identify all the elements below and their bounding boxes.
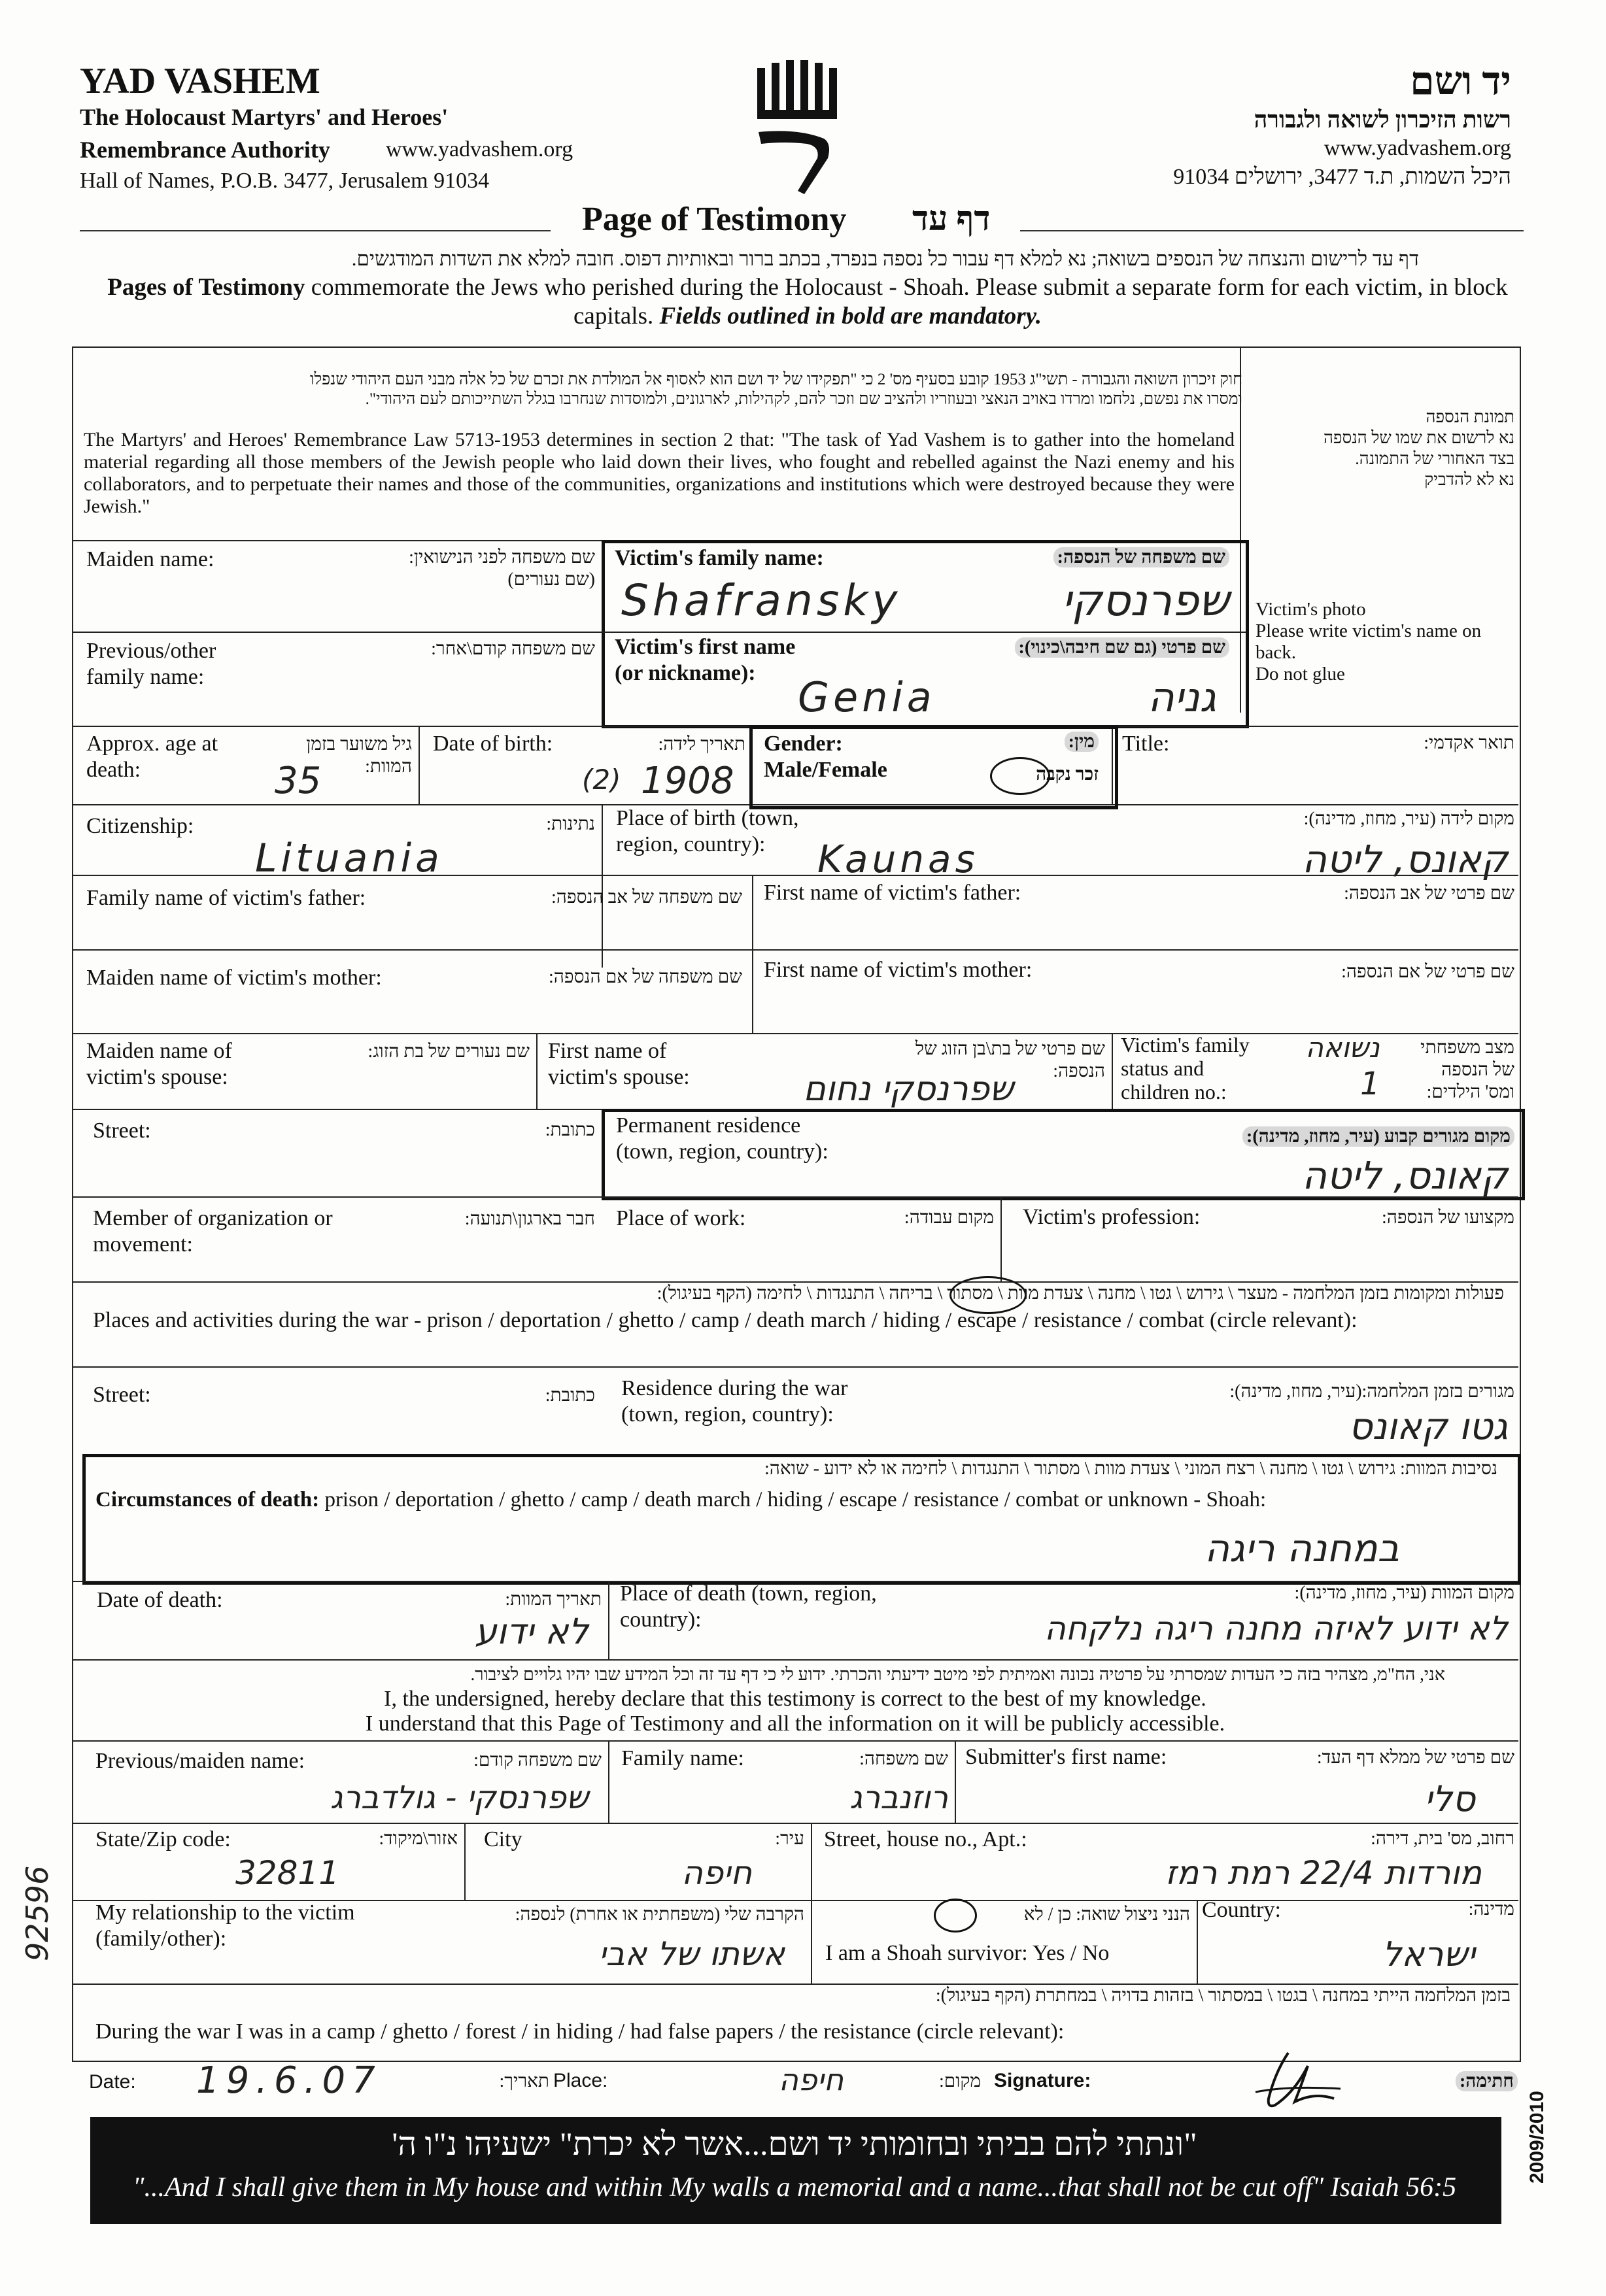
submitter-first-name-value[interactable]: סלי [1424,1778,1475,1819]
date-of-death-value[interactable]: לא ידוע [474,1611,589,1652]
father-first-label: First name of victim's father: [764,881,1021,905]
country-value[interactable]: ישראל [1382,1935,1475,1974]
law-en: The Martyrs' and Heroes' Remembrance Law 5713-1953 determines in section 2 that: "The task of Yad Vashem is to gather into the homeland material regarding all those members of the Jewish people who laid down their lives, who fought and rebelled against the Nazi enemy and his collaborators, and to perpetuate their names and those of the communities, organizations and institutions which were destroyed because they were Jewish." [84,429,1235,517]
place-of-death-label: Place of death (town, region, country): [620,1581,877,1632]
row-line [72,1659,1518,1661]
org-name: YAD VASHEM [80,61,320,101]
age-at-death-value[interactable]: 35 [275,760,322,802]
street-label: Street: [93,1119,151,1143]
father-family-label-he: שם משפחה של אב הנספה: [551,887,742,907]
address-he: היכל השמות, ת.ד 3477, ירושלים 91034 [1173,165,1511,189]
row-line [72,1033,1518,1034]
war-activities-he: פעולות ומקומות בזמן המלחמה - מעצר \ גירוש \ גטו \ מחנה \ צעדת מוות \ מסתור \ בריחה \ התנגדות \ לחימה (הקף בעיגול): [657,1283,1504,1304]
mother-first-label: First name of victim's mother: [764,958,1033,982]
victim-family-name-label: Victim's family name: [615,546,824,570]
col-line [1112,1033,1113,1109]
country-label: Country: [1202,1898,1281,1922]
authority-line1: The Holocaust Martyrs' and Heroes' [80,104,449,130]
father-first-label-he: שם פרטי של אב הנספה: [1344,883,1514,903]
col-line [419,726,420,804]
city-label-he: עיר: [775,1829,804,1849]
relationship-label: My relationship to the victim (family/other): [95,1900,355,1951]
profession-label-he: מקצועו של הנספה: [1381,1207,1514,1228]
place-of-work-label: Place of work: [616,1206,746,1230]
authority-he: רשות הזיכרון לשואה ולגבורה [1254,107,1511,133]
date-value[interactable]: 19.6.07 [196,2059,382,2102]
col-line [955,1740,956,1823]
family-status-value[interactable]: נשואה [1305,1032,1380,1064]
street-label-he: כתובת: [545,1120,595,1140]
date-of-birth-prefix[interactable]: (2) [582,764,621,796]
maiden-name-label: Maiden name: [86,547,214,571]
submitter-prev-name-value[interactable]: שפרנסקי - גולדברג [330,1780,589,1816]
row-line [72,1196,1518,1198]
date-of-birth-label: Date of birth: [433,732,553,756]
place-label-he: מקום: [939,2071,981,2091]
victim-family-name-value-he[interactable]: שפרנסקי [1061,575,1229,626]
signature-label: Signature: [994,2070,1091,2091]
age-at-death-label-he: גיל משוער בזמן המוות: [306,734,412,777]
spouse-first-label-he: שם פרטי של בת\בן הזוג של הנספה: [915,1039,1105,1081]
prev-family-name-label-he: שם משפחה קודם\אחר: [431,639,595,659]
col-line [602,804,603,968]
place-label: Place: [553,2070,608,2091]
col-line [1000,1196,1002,1281]
date-label: Date: [89,2071,136,2093]
place-of-birth-value[interactable]: Kaunas [817,837,979,881]
photo-instructions-he: תמונת הנספה נא לרשום את שמו של הנספה בצד האחורי של התמונה. נא לא להדביק [1323,407,1514,489]
family-status-label: Victim's family status and children no.: [1121,1033,1250,1104]
col-line [752,875,753,1033]
permanent-residence-label-he: מקום מגורים קבוע (עיר, מחוז, מדינה): [1096,1126,1514,1148]
quote-en: "...And I shall give them in My house and within My walls a memorial and a name...that shall not be cut off" Isaiah 56:5 [132,2172,1457,2203]
row-line [72,1823,1518,1824]
form-title-he: דף עד [912,201,991,238]
circumstances-en [95,1488,1266,1512]
mother-maiden-label-he: שם משפחה של אם הנספה: [549,967,742,987]
zip-label: State/Zip code: [95,1827,231,1851]
place-of-death-label-he: מקום המוות (עיר, מחוז, מדינה): [1294,1583,1514,1603]
gender-options-he[interactable]: זכר נקבה [1036,764,1099,785]
website-right: www.yadvashem.org [1324,136,1511,160]
intro-en-mandatory: Fields outlined in bold are mandatory. [659,303,1042,329]
signature-icon[interactable] [1229,2046,1347,2118]
profession-label: Victim's profession: [1023,1205,1201,1229]
gender-female-circle [990,757,1050,795]
declaration-en-1: I, the undersigned, hereby declare that this testimony is correct to the best of my knowledge. [384,1687,1206,1711]
col-line [608,1581,609,1659]
prev-family-name-label: Previous/other family name: [86,639,216,689]
citizenship-label: Citizenship: [86,814,194,838]
submitter-family-name-label-he: שם משפחה: [859,1749,948,1769]
victim-first-name-label-he: שם פרטי (גם שם חיבה\כינוי): [915,637,1229,659]
date-label-he: תאריך: [499,2071,549,2091]
spouse-first-value[interactable]: שפרנסקי נחום [803,1070,1014,1109]
relationship-label-he: הקרבה שלי (משפחתית או אחרת) לנספה: [515,1904,804,1925]
row-line [72,949,1518,951]
survivor-label[interactable]: I am a Shoah survivor: Yes / No [825,1941,1110,1965]
mother-maiden-label: Maiden name of victim's mother: [86,966,382,990]
circumstances-en-text: prison / deportation / ghetto / camp / death march / hiding / escape / resistance / combat or unknown - Shoah: [324,1488,1267,1511]
margin-number: 92596 [20,1865,55,1961]
organization-label-he: חבר בארגון\תנועה: [464,1209,595,1229]
gender-label-he: מין: [1020,731,1099,753]
date-of-birth-value[interactable]: 1908 [641,760,734,802]
place-of-work-label-he: מקום עבודה: [904,1207,994,1228]
place-of-birth-label-he: מקום לידה (עיר, מחוז, מדינה): [1303,809,1514,829]
intro-en-rest: commemorate the Jews who perished during the Holocaust - Shoah. Please submit a separate form for each victim, in block capitals. [311,274,1508,329]
victim-first-name-label: Victim's first name (or nickname): [615,635,796,685]
row-line [72,875,1518,876]
signature-label-he: חתימה: [1426,2071,1518,2092]
children-count-value[interactable]: 1 [1360,1066,1380,1102]
header-rule-left [80,230,551,231]
city-value[interactable]: חיפה [681,1854,752,1892]
website-left: www.yadvashem.org [386,137,573,161]
submitter-street-value[interactable]: מורדות 22/4 רמת רמז [1165,1854,1482,1892]
row-line [72,1740,1518,1742]
city-label: City [484,1827,522,1851]
father-family-label: Family name of victim's father: [86,886,366,910]
victim-family-name-label-he: שם משפחה של הנספה: [955,547,1229,569]
row-line [602,632,1246,633]
place-value[interactable]: חיפה [778,2062,844,2097]
maiden-name-label-he: שם משפחה לפני הנישואין: (שם נעורים) [409,547,595,590]
victim-first-name-value-he[interactable]: גניה [1148,673,1216,721]
victim-first-name-value[interactable]: Genia [798,673,936,721]
intro-he: דף עד לרישום והנצחה של הנספים בשואה; נא למלא דף עבור כל נספה בנפרד, בכתב ברור ובאותיות דפוס. חובה למלא את השדות המודגשים. [351,247,1419,270]
submitter-first-name-label-he: שם פרטי של ממלא דף העד: [1316,1747,1514,1768]
form-title: Page of Testimony [582,201,847,238]
victim-family-name-value[interactable]: Shafransky [621,575,902,626]
during-war-he: בזמן המלחמה הייתי במחנה \ בגטו \ במסתור \ בזהות בדויה \ במחתרת (הקף בעיגול): [935,1985,1511,2006]
place-of-birth-value-he[interactable]: קאונס, ליטה [1302,837,1508,881]
country-label-he: מדינה: [1468,1899,1514,1919]
citizenship-value[interactable]: Lituania [255,836,443,881]
title-label: Title: [1122,732,1170,756]
header-rule-right [1020,230,1524,231]
zip-value[interactable]: 32811 [235,1854,340,1892]
survivor-label-he: הנני ניצול שואה: כן / לא [1023,1904,1190,1925]
spouse-first-label: First name of victim's spouse: [548,1039,690,1089]
date-of-death-label: Date of death: [97,1588,223,1612]
gender-label: Gender: Male/Female [764,732,887,782]
submitter-family-name-label: Family name: [621,1746,744,1770]
submitter-street-label: Street, house no., Apt.: [824,1827,1027,1851]
during-war-en: During the war I was in a camp / ghetto / forest / in hiding / had false papers / the resistance (circle relevant): [95,2019,1065,2044]
date-of-birth-label-he: תאריך לידה: [658,734,745,754]
row-line [72,632,602,633]
mother-first-label-he: שם פרטי של אם הנספה: [1341,962,1514,982]
war-residence-label-he: מגורים בזמן המלחמה:(עיר, מחוז, מדינה): [1229,1381,1514,1402]
permanent-residence-label: Permanent residence (town, region, country): [616,1113,829,1164]
war-street-label: Street: [93,1383,151,1407]
submitter-family-name-value[interactable]: רוזנברג [849,1780,948,1816]
age-at-death-label: Approx. age at death: [86,732,218,782]
authority-line2: Remembrance Authority [80,137,330,163]
intro-en-bold: Pages of Testimony [107,274,305,301]
org-name-he: יד ושם [1410,59,1511,103]
circumstances-he: נסיבות המוות: גירוש \ גטו \ מחנה \ רצח המוני \ צעדת מוות \ מסתור \ התנגדות \ לחימה או לא ידוע - שואה: [764,1459,1497,1479]
intro-en [92,273,1524,331]
col-line [464,1823,466,1900]
citizenship-label-he: נתינות: [546,814,595,834]
col-line [811,1823,812,1900]
war-residence-label: Residence during the war (town, region, country): [621,1376,848,1427]
war-street-label-he: כתובת: [545,1385,595,1406]
col-line [536,1033,538,1109]
declaration-he: אני, הח"מ, מצהיר בזה כי העדות שמסרתי על פרטיה נכונה ואמיתית לפי מיטב ידיעתי והכרתי. ידוע לי כי דף עד זה וכל המידע שבו יהיו גלויים לציבור. [470,1664,1445,1684]
law-he-2: ומסרו את נפשם, נלחמו ומרדו באויב הנאצי ובעוזריו ולהציב שם וזכר להם, לקהילות, לארגונים, ולמוסדות שנחרבו בגלל השתייכותם לעם היהודי". [365,390,1242,408]
spouse-maiden-label: Maiden name of victim's spouse: [86,1039,232,1089]
date-of-death-label-he: תאריך המוות: [505,1589,602,1610]
year-label: 2009/2010 [1526,2091,1548,2184]
submitter-first-name-label: Submitter's first name: [965,1745,1167,1769]
war-activities-en: Places and activities during the war - prison / deportation / ghetto / camp / death march / hiding / escape / resistance / combat (circle relevant): [93,1308,1358,1332]
place-of-death-value[interactable]: לא ידוע לאיזה מחנה ריגה נלקחה [1044,1610,1508,1647]
war-residence-value[interactable]: גטו קאונס [1348,1406,1508,1448]
submitter-street-label-he: רחוב, מס' בית, דירה: [1371,1829,1514,1849]
circumstances-value[interactable]: במחנה ריגה [1204,1526,1399,1570]
yad-vashem-logo-icon [752,60,844,197]
relationship-value[interactable]: אשתו של אבי [598,1935,785,1973]
quote-he: "ונתתי להם בביתי ובחומותי יד ושם...אשר לא יכרת" ישעיהו נ"ו ה' [392,2125,1197,2162]
permanent-residence-value[interactable]: קאונס, ליטה [1302,1153,1508,1198]
photo-instructions-en: Victim's photo Please write victim's name on back. Do not glue [1256,599,1482,684]
col-line [811,1900,812,1985]
submitter-prev-name-label: Previous/maiden name: [95,1749,305,1773]
col-line [1197,1900,1198,1985]
title-label-he: תואר אקדמי: [1424,733,1514,753]
organization-label: Member of organization or movement: [93,1206,333,1257]
address-en: Hall of Names, P.O.B. 3477, Jerusalem 91034 [80,169,490,193]
declaration-en-2: I understand that this Page of Testimony and all the information on it will be publicly accessible. [365,1712,1225,1736]
row-line [72,1366,1518,1368]
survivor-no-circle [934,1899,977,1933]
law-he-1: חוק זיכרון השואה והגבורה - תשי"ג 1953 קובע בסעיף מס' 2 כי "תפקידו של יד ושם הוא לאסוף אל המולדת את זכרם של כל אלה מבני העם היהודי שנפלו [310,371,1242,388]
spouse-maiden-label-he: שם נעורים של בת הזוג: [367,1041,530,1062]
place-of-birth-label: Place of birth (town, region, country): [616,806,799,856]
zip-label-he: אזור\מיקוד: [379,1829,458,1849]
col-line [608,1740,609,1823]
circumstances-en-bold: Circumstances of death: [95,1488,320,1511]
submitter-prev-name-label-he: שם משפחה קודם: [473,1750,602,1770]
family-status-label-he: מצב משפחתי של הנספה ומס' הילדים: [1420,1038,1514,1102]
